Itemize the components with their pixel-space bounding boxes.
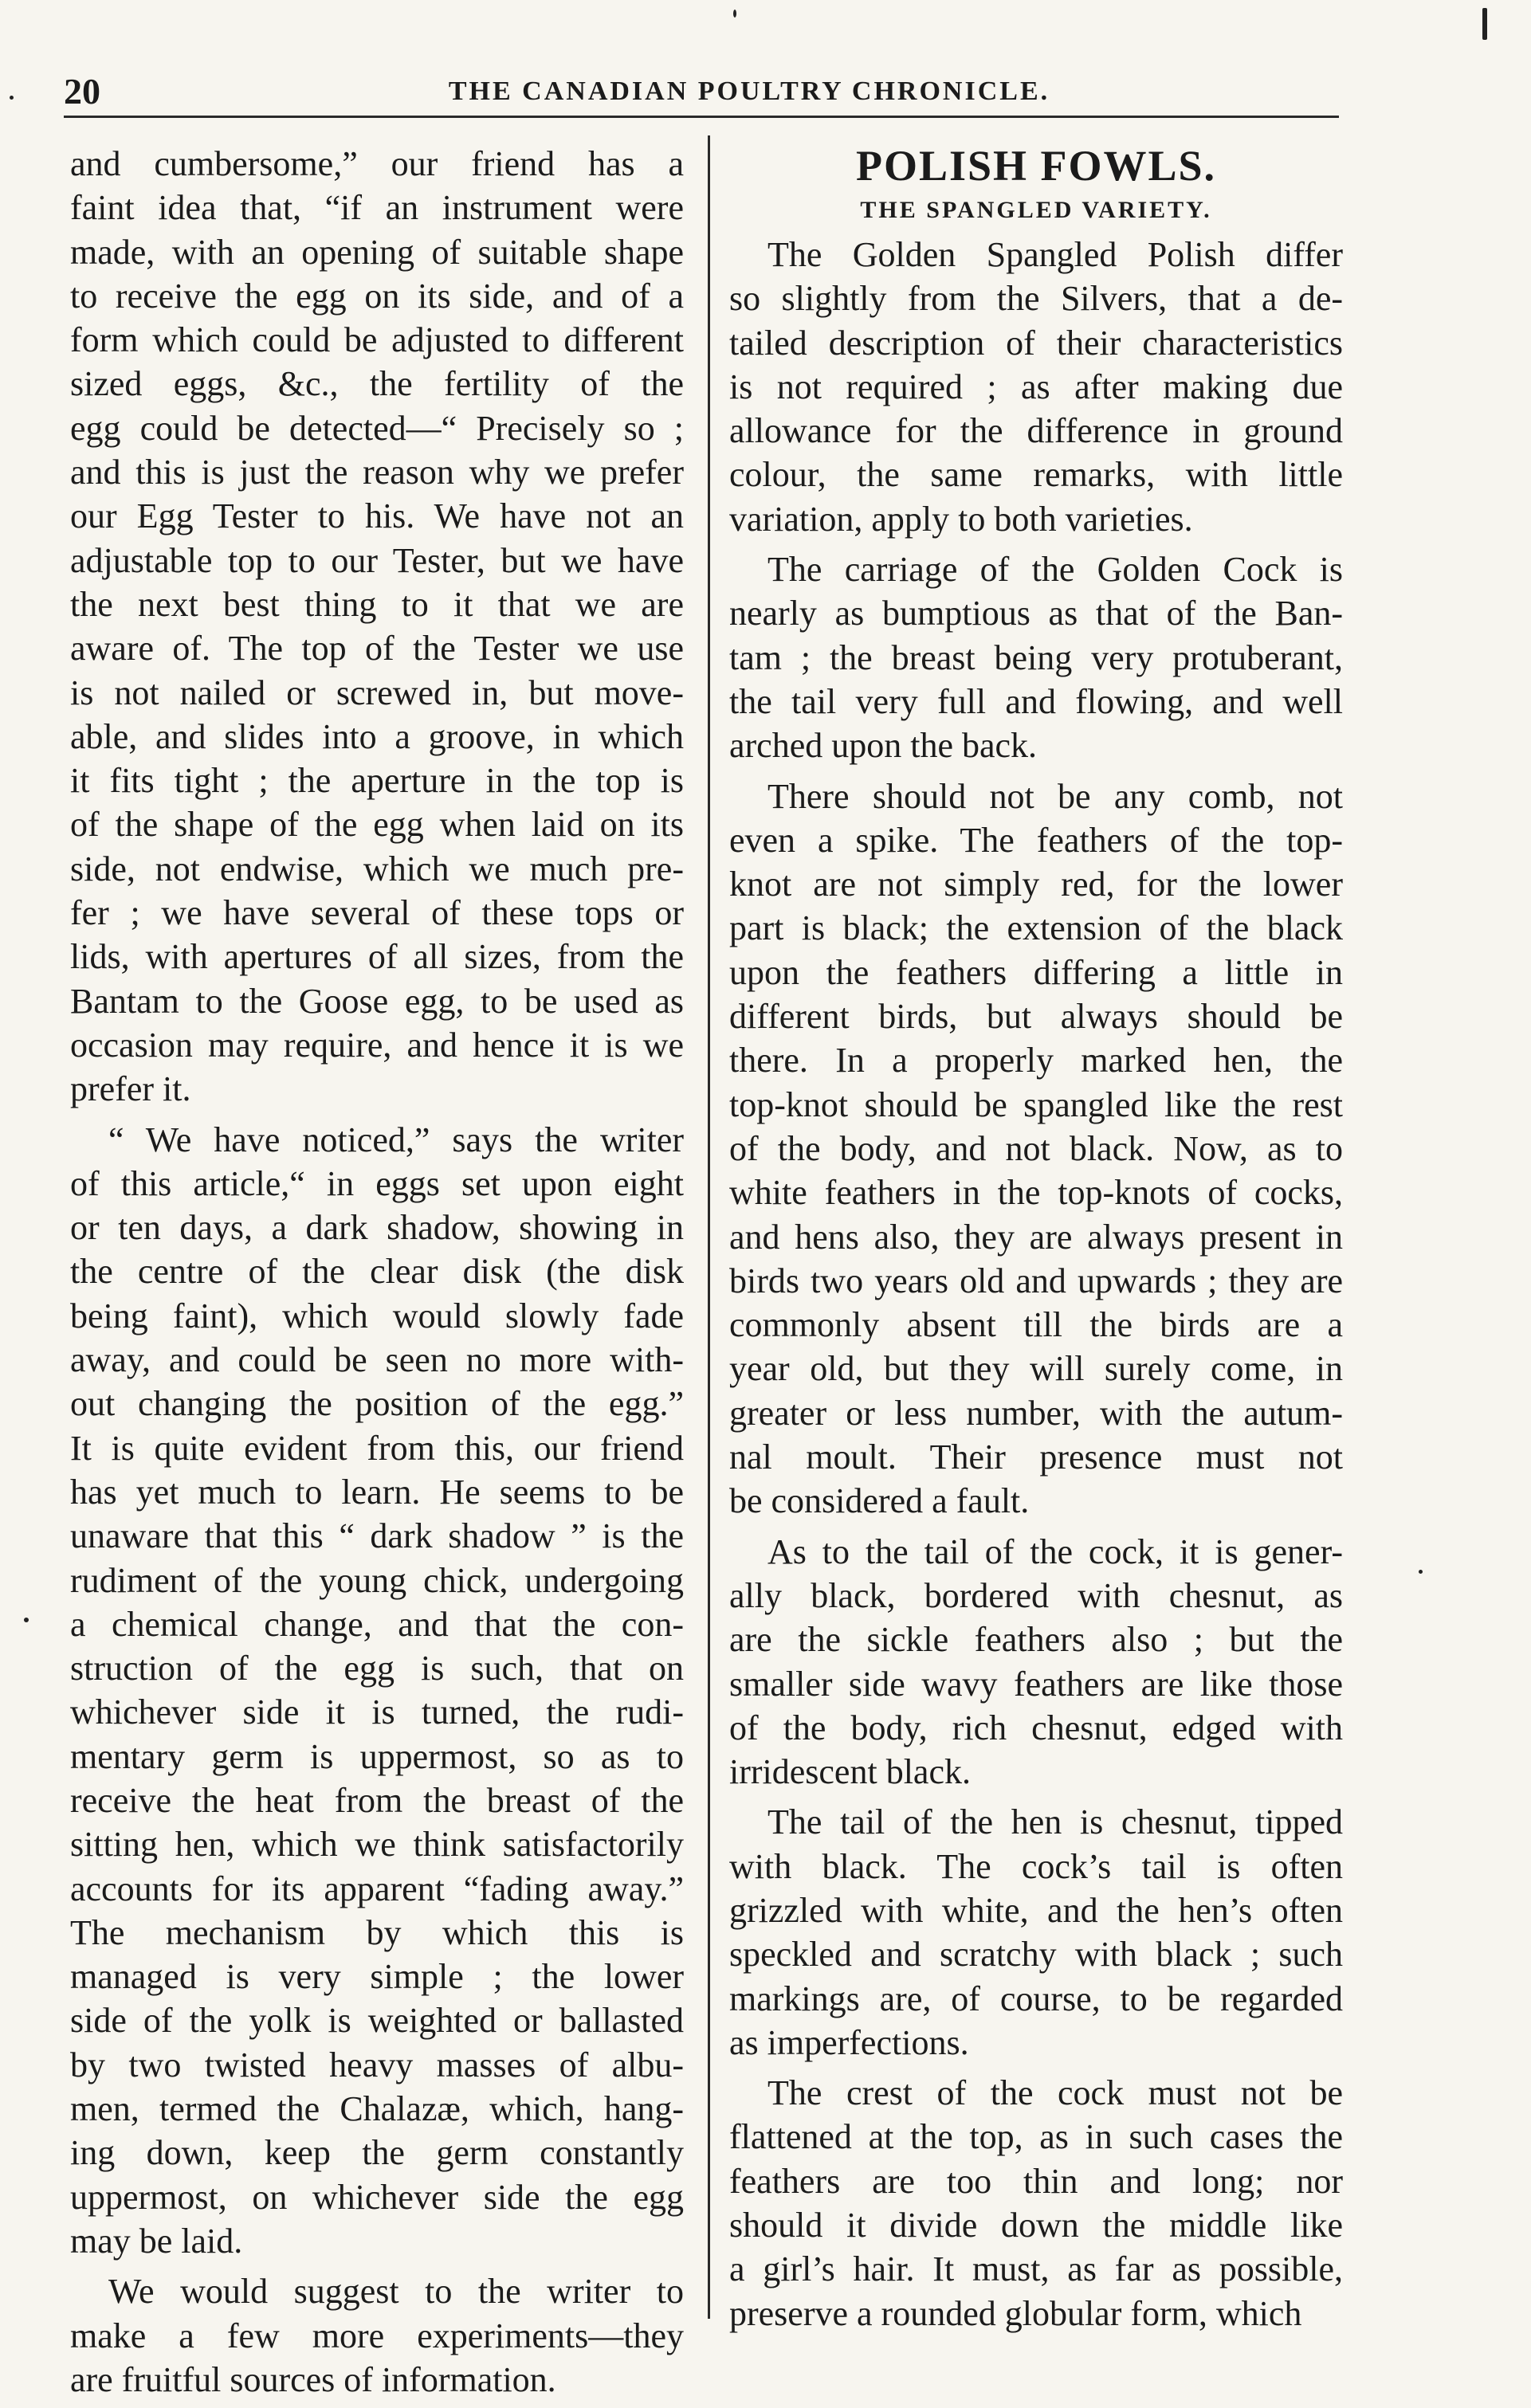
text-line: is not required ; as after making due xyxy=(729,367,1343,406)
text-line: form which could be adjusted to different xyxy=(70,320,684,360)
text-line: tailed description of their characteristics xyxy=(729,323,1343,363)
text-line: prefer it. xyxy=(70,1069,191,1109)
text-line: even a spike. The feathers of the top- xyxy=(729,820,1343,860)
text-line: of the body, and not black. Now, as to xyxy=(729,1128,1343,1168)
text-line: The Golden Spangled Polish differ xyxy=(767,235,1343,274)
scan-speck xyxy=(24,1618,29,1622)
text-line: to receive the egg on its side, and of a xyxy=(70,276,684,316)
text-line: the tail very full and flowing, and well xyxy=(729,681,1343,721)
text-line: upon the feathers differing a little in xyxy=(729,952,1343,992)
text-line: markings are, of course, to be regarded xyxy=(729,1979,1343,2018)
paragraph xyxy=(729,2071,1343,2335)
text-line: greater or less number, with the autum- xyxy=(729,1393,1343,1433)
paragraph xyxy=(70,1118,684,2264)
text-line: uppermost, on whichever side the egg xyxy=(70,2177,684,2217)
text-line: managed is very simple ; the lower xyxy=(70,1957,684,1997)
right-column-body xyxy=(729,233,1343,2335)
text-line: ally black, bordered with chesnut, as xyxy=(729,1575,1343,1615)
text-line: is not nailed or screwed in, but move- xyxy=(70,673,684,712)
text-line: flattened at the top, as in such cases the xyxy=(729,2117,1343,2157)
text-line: ing down, keep the germ constantly xyxy=(70,2133,684,2173)
text-line: egg could be detected—“ Precisely so ; xyxy=(70,408,684,448)
paragraph xyxy=(729,775,1343,1524)
text-line: receive the heat from the breast of the xyxy=(70,1780,684,1820)
text-line: a girl’s hair. It must, as far as possible, xyxy=(729,2249,1343,2289)
text-line: There should not be any comb, not xyxy=(767,776,1343,816)
running-title: THE CANADIAN POULTRY CHRONICLE. xyxy=(448,76,1050,106)
text-line: make a few more experiments—they xyxy=(70,2316,684,2355)
text-line: and cumbersome,” our friend has a xyxy=(70,144,684,183)
page-header xyxy=(64,64,1339,120)
text-line: The carriage of the Golden Cock is xyxy=(767,550,1343,590)
text-line: a chemical change, and that the con- xyxy=(70,1604,684,1644)
text-line: of the shape of the egg when laid on its xyxy=(70,805,684,845)
article-title: POLISH FOWLS. xyxy=(855,142,1217,190)
text-line: with black. The cock’s tail is often xyxy=(729,1846,1343,1886)
paragraph xyxy=(729,547,1343,767)
text-line: struction of the egg is such, that on xyxy=(70,1649,684,1688)
text-line: different birds, but always should be xyxy=(729,997,1343,1037)
text-line: feathers are too thin and long; nor xyxy=(729,2161,1343,2201)
text-line: men, termed the Chalazæ, which, hang- xyxy=(70,2089,684,2129)
right-column xyxy=(729,142,1343,2342)
text-line: accounts for its apparent “fading away.” xyxy=(70,1869,684,1908)
text-line: mentary germ is uppermost, so as to xyxy=(70,1736,684,1776)
text-line: We would suggest to the writer to xyxy=(108,2272,684,2312)
paragraph xyxy=(729,1800,1343,2065)
text-line: be considered a fault. xyxy=(729,1481,1030,1521)
text-line: and this is just the reason why we prefer xyxy=(70,453,684,492)
paragraph xyxy=(729,233,1343,541)
text-line: out changing the position of the egg.” xyxy=(70,1384,684,1424)
text-line: tam ; the breast being very protuberant, xyxy=(729,637,1343,677)
text-line: of the body, rich chesnut, edged with xyxy=(729,1708,1343,1747)
text-line: the next best thing to it that we are xyxy=(70,584,684,624)
header-rule xyxy=(64,116,1339,118)
scan-speck xyxy=(733,10,736,18)
text-line: faint idea that, “if an instrument were xyxy=(70,188,684,228)
text-line: sitting hen, which we think satisfactorily xyxy=(70,1825,684,1865)
text-line: commonly absent till the birds are a xyxy=(729,1305,1343,1345)
text-line: fer ; we have several of these tops or xyxy=(70,893,684,933)
article-subtitle: THE SPANGLED VARIETY. xyxy=(860,197,1212,223)
text-line: preserve a rounded globular form, which xyxy=(729,2293,1302,2333)
paragraph xyxy=(70,142,684,1112)
text-line: The crest of the cock must not be xyxy=(767,2073,1343,2113)
text-line: grizzled with white, and the hen’s often xyxy=(729,1890,1343,1930)
text-line: being faint), which would slowly fade xyxy=(70,1296,684,1335)
text-line: colour, the same remarks, with little xyxy=(729,455,1343,495)
column-divider xyxy=(708,135,710,2319)
text-line: occasion may require, and hence it is we xyxy=(70,1025,684,1065)
text-line: away, and could be seen no more with- xyxy=(70,1340,684,1380)
page-number: 20 xyxy=(64,71,100,112)
text-line: smaller side wavy feathers are like those xyxy=(729,1664,1343,1704)
text-line: so slightly from the Silvers, that a de- xyxy=(729,279,1343,319)
text-line: it fits tight ; the aperture in the top is xyxy=(70,761,684,801)
text-line: unaware that this “ dark shadow ” is the xyxy=(70,1516,684,1556)
text-line: irridescent black. xyxy=(729,1752,971,1792)
text-line: The tail of the hen is chesnut, tipped xyxy=(767,1802,1343,1842)
text-line: adjustable top to our Tester, but we have xyxy=(70,540,684,580)
text-line: may be laid. xyxy=(70,2221,243,2261)
text-line: should it divide down the middle like xyxy=(729,2206,1343,2245)
text-line: year old, but they will surely come, in xyxy=(729,1349,1343,1389)
text-line: and hens also, they are always present in xyxy=(729,1217,1343,1257)
text-line: or ten days, a dark shadow, showing in xyxy=(70,1208,684,1248)
text-line: As to the tail of the cock, it is gener- xyxy=(767,1531,1343,1571)
text-line: has yet much to learn. He seems to be xyxy=(70,1472,684,1512)
text-line: lids, with apertures of all sizes, from the xyxy=(70,937,684,977)
text-line: by two twisted heavy masses of albu- xyxy=(70,2045,684,2084)
text-line: side of the yolk is weighted or ballasted xyxy=(70,2001,684,2041)
text-line: rudiment of the young chick, undergoing xyxy=(70,1560,684,1600)
text-line: are the sickle feathers also ; but the xyxy=(729,1620,1343,1660)
text-line: birds two years old and upwards ; they are xyxy=(729,1261,1343,1300)
left-column xyxy=(70,142,684,2408)
text-line: whichever side it is turned, the rudi- xyxy=(70,1692,684,1732)
text-line: able, and slides into a groove, in which xyxy=(70,716,684,756)
text-line: aware of. The top of the Tester we use xyxy=(70,629,684,669)
text-line: as imperfections. xyxy=(729,2022,969,2062)
text-line: allowance for the difference in ground xyxy=(729,411,1343,451)
text-line: arched upon the back. xyxy=(729,726,1038,766)
text-line: of this article,“ in eggs set upon eight xyxy=(70,1163,684,1203)
text-line: speckled and scratchy with black ; such xyxy=(729,1935,1343,1975)
text-line: top-knot should be spangled like the rest xyxy=(729,1084,1343,1124)
text-line: nearly as bumptious as that of the Ban- xyxy=(729,594,1343,633)
text-line: knot are not simply red, for the lower xyxy=(729,865,1343,904)
text-line: nal moult. Their presence must not xyxy=(729,1437,1343,1477)
text-line: It is quite evident from this, our friend xyxy=(70,1428,684,1468)
text-line: our Egg Tester to his. We have not an xyxy=(70,496,684,536)
text-line: Bantam to the Goose egg, to be used as xyxy=(70,981,684,1021)
scan-speck xyxy=(1482,8,1487,40)
text-line: “ We have noticed,” says the writer xyxy=(108,1120,684,1159)
text-line: part is black; the extension of the black xyxy=(729,908,1343,948)
text-line: the centre of the clear disk (the disk xyxy=(70,1252,684,1292)
scan-speck xyxy=(1419,1570,1423,1574)
text-line: side, not endwise, which we much pre- xyxy=(70,849,684,888)
text-line: The mechanism by which this is xyxy=(70,1912,684,1952)
scan-speck xyxy=(10,96,14,100)
text-line: there. In a properly marked hen, the xyxy=(729,1041,1343,1080)
text-line: are fruitful sources of information. xyxy=(70,2359,556,2399)
paragraph xyxy=(70,2269,684,2402)
text-line: variation, apply to both varieties. xyxy=(729,499,1193,539)
paragraph xyxy=(729,1530,1343,1794)
text-line: white feathers in the top-knots of cocks, xyxy=(729,1173,1343,1213)
text-line: sized eggs, &c., the fertility of the xyxy=(70,364,684,404)
text-line: made, with an opening of suitable shape xyxy=(70,232,684,272)
